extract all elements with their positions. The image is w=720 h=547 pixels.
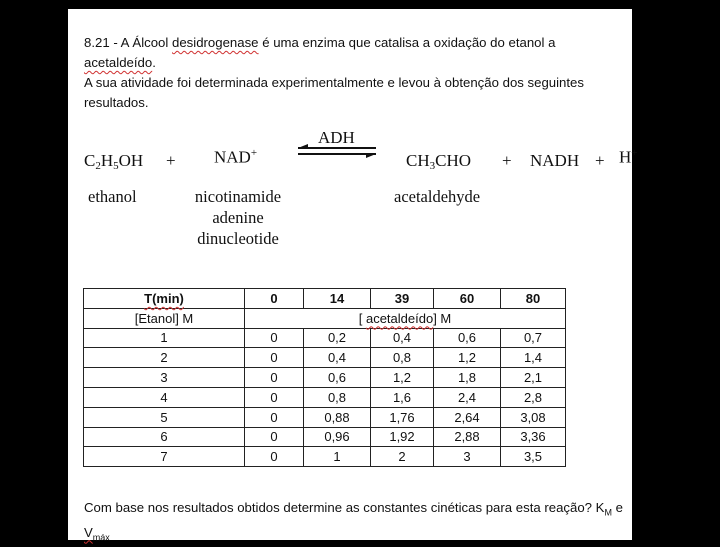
time-header-cell: 14 <box>304 289 371 309</box>
value-cell: 1,92 <box>371 427 434 447</box>
kinetics-table <box>83 288 566 467</box>
value-cell: 0,4 <box>304 348 371 368</box>
time-header-cell: 0 <box>245 289 304 309</box>
nadh-formula: NADH <box>530 151 580 170</box>
value-cell: 0,7 <box>501 328 566 348</box>
plus-sign: + <box>502 151 512 170</box>
ethanol-name: ethanol <box>88 187 137 206</box>
table-row <box>84 447 566 467</box>
value-cell: 3,08 <box>501 407 566 427</box>
value-cell: 0 <box>245 387 304 407</box>
table-row <box>84 368 566 388</box>
table-row <box>84 407 566 427</box>
etanol-cell: 6 <box>84 427 245 447</box>
value-cell: 0,8 <box>371 348 434 368</box>
plus-sign: + <box>595 151 605 170</box>
table-header-row <box>84 289 566 309</box>
problem-line-1: 8.21 - A Álcool desidrogenase é uma enzima que catalisa a oxidação do etanol a acetaldeído. <box>84 35 556 70</box>
table-subheader-row <box>84 308 566 328</box>
value-cell: 1,2 <box>371 368 434 388</box>
value-cell: 2,64 <box>434 407 501 427</box>
value-cell: 0,2 <box>304 328 371 348</box>
value-cell: 1,2 <box>434 348 501 368</box>
substrate-header: [Etanol] M <box>84 308 245 328</box>
enzyme-label: ADH <box>318 128 355 147</box>
ethanol-formula: $C_2H_5OH$ <box>84 151 144 172</box>
value-cell: 0 <box>245 368 304 388</box>
value-cell: 1,6 <box>371 387 434 407</box>
problem-line-3: resultados. <box>84 95 149 110</box>
value-cell: 0,6 <box>434 328 501 348</box>
equilibrium-arrows-icon <box>296 143 380 163</box>
acetaldehyde-name: acetaldehyde <box>394 187 481 206</box>
value-cell: 2,4 <box>434 387 501 407</box>
time-header: T(min) <box>84 289 245 309</box>
value-cell: 1,4 <box>501 348 566 368</box>
nad-name: nicotinamide adenine dinucleotide <box>194 187 282 248</box>
value-cell: 0 <box>245 348 304 368</box>
etanol-cell: 2 <box>84 348 245 368</box>
value-cell: 2,1 <box>501 368 566 388</box>
proton-formula: H+ <box>619 147 638 167</box>
reaction-equation <box>68 9 638 259</box>
value-cell: 2,8 <box>501 387 566 407</box>
value-cell: 0 <box>245 427 304 447</box>
value-cell: 2 <box>371 447 434 467</box>
value-cell: 3,36 <box>501 427 566 447</box>
value-cell: 0,4 <box>371 328 434 348</box>
table-row <box>84 387 566 407</box>
product-header: [ acetaldeído] M <box>245 308 566 328</box>
value-cell: 1,76 <box>371 407 434 427</box>
table-row <box>84 348 566 368</box>
spell-flag-desidrogenase: desidrogenase <box>172 35 259 50</box>
value-cell: 1 <box>304 447 371 467</box>
time-header-cell: 39 <box>371 289 434 309</box>
value-cell: 0,8 <box>304 387 371 407</box>
vmax-symbol: $V_{máx}$ <box>84 524 110 543</box>
value-cell: 2,88 <box>434 427 501 447</box>
etanol-cell: 3 <box>84 368 245 388</box>
nad-formula: NAD+ <box>214 147 258 167</box>
value-cell: 3,5 <box>501 447 566 467</box>
etanol-cell: 1 <box>84 328 245 348</box>
value-cell: 3 <box>434 447 501 467</box>
time-header-cell: 80 <box>501 289 566 309</box>
plus-sign: + <box>166 151 176 170</box>
table-row <box>84 328 566 348</box>
etanol-cell: 4 <box>84 387 245 407</box>
value-cell: 1,8 <box>434 368 501 388</box>
problem-number: 8.21 - <box>84 35 118 50</box>
etanol-cell: 7 <box>84 447 245 467</box>
etanol-cell: 5 <box>84 407 245 427</box>
value-cell: 0,96 <box>304 427 371 447</box>
problem-line-2: A sua atividade foi determinada experimentalmente e levou à obtenção dos seguintes <box>84 75 584 90</box>
spell-flag-acetaldeido: acetaldeído <box>84 55 153 70</box>
time-header-cell: 60 <box>434 289 501 309</box>
acetaldehyde-formula: $CH_3CHO$ <box>406 151 472 172</box>
value-cell: 0 <box>245 328 304 348</box>
value-cell: 0 <box>245 407 304 427</box>
question-text: Com base nos resultados obtidos determine as constantes cinéticas para esta reação? $K_M$ e $V_{máx}$ <box>84 500 623 543</box>
value-cell: 0 <box>245 447 304 467</box>
table-row <box>84 427 566 447</box>
value-cell: 0,6 <box>304 368 371 388</box>
document-page <box>68 9 638 543</box>
value-cell: 0,88 <box>304 407 371 427</box>
